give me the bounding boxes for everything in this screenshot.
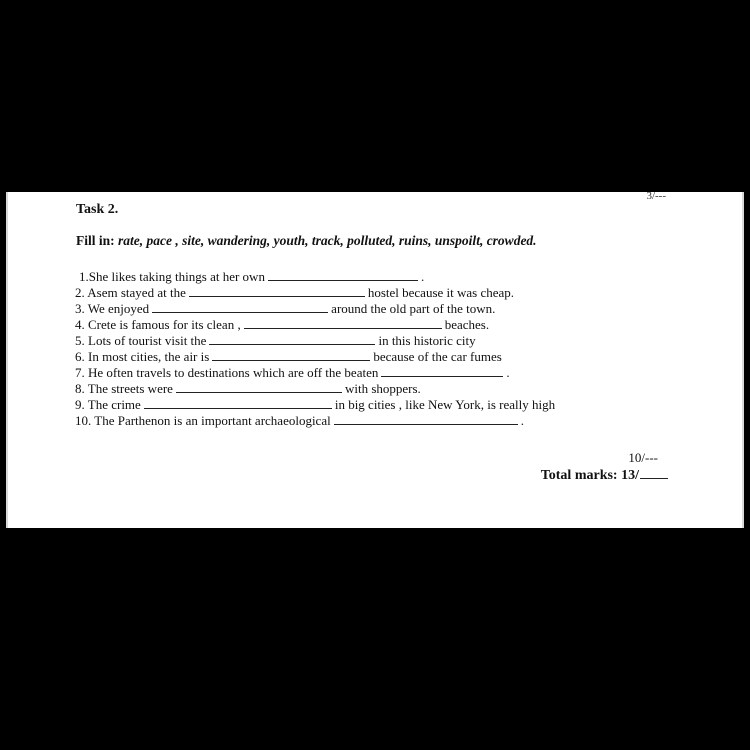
sentence-4-after: beaches. [444, 317, 490, 332]
sentence-5 [75, 333, 476, 349]
answer-blank-5[interactable] [209, 333, 375, 345]
sentence-5-after: in this historic city [378, 333, 476, 348]
sentence-2-after: hostel because it was cheap. [367, 285, 515, 300]
answer-blank-7[interactable] [381, 365, 503, 377]
sentence-1-after: . [420, 269, 425, 284]
sentence-6-before: 6. In most cities, the air is [75, 349, 210, 364]
answer-blank-8[interactable] [176, 381, 342, 393]
answer-blank-9[interactable] [144, 397, 332, 409]
sentence-8-after: with shoppers. [344, 381, 421, 396]
sentence-7 [75, 365, 510, 381]
sentence-5-before: 5. Lots of tourist visit the [75, 333, 207, 348]
sentence-1 [79, 269, 424, 285]
page-edge-right [742, 192, 744, 528]
sentence-6-after: because of the car fumes [373, 349, 502, 364]
sentence-9 [75, 397, 555, 413]
sentence-10 [75, 413, 524, 429]
sentence-8 [75, 381, 421, 397]
answer-blank-6[interactable] [212, 349, 370, 361]
answer-blank-2[interactable] [189, 285, 365, 297]
sentence-10-after: . [520, 413, 524, 428]
sentence-2-before: 2. Asem stayed at the [75, 285, 186, 300]
answer-blank-1[interactable] [268, 269, 418, 281]
answer-blank-4[interactable] [244, 317, 442, 329]
answer-blank-3[interactable] [152, 301, 328, 313]
page-edge-left [6, 192, 8, 528]
sentence-1-before: 1.She likes taking things at her own [79, 269, 265, 284]
sentence-6 [75, 349, 502, 365]
sentence-9-before: 9. The crime [75, 397, 141, 412]
sentence-4-before: 4. Crete is famous for its clean , [75, 317, 241, 332]
sentence-4 [75, 317, 489, 333]
sentence-7-before: 7. He often travels to destinations which are off the beaten [75, 365, 379, 380]
task-title: Task 2. [76, 202, 119, 217]
instruction-line [76, 233, 537, 249]
sentence-10-before: 10. The Parthenon is an important archaeological [75, 413, 331, 428]
word-bank: rate, pace , site, wandering, youth, track, polluted, ruins, unspoilt, crowded. [118, 233, 537, 248]
total-marks-blank[interactable] [640, 467, 668, 479]
total-marks-label: Total marks: 13/ [540, 468, 639, 483]
sentence-3-before: 3. We enjoyed [75, 301, 150, 316]
sentence-9-after: in big cities , like New York, is really high [334, 397, 556, 412]
page-score-mark: 3/--- [646, 190, 666, 202]
instruction-label: Fill in: [76, 233, 115, 248]
section-score: 10/--- [628, 450, 658, 465]
answer-blank-10[interactable] [334, 413, 518, 425]
total-marks [541, 467, 668, 484]
worksheet-page [6, 192, 744, 528]
sentence-2 [75, 285, 514, 301]
sentence-7-after: . [506, 365, 510, 380]
sentence-8-before: 8. The streets were [75, 381, 173, 396]
sentence-3-after: around the old part of the town. [331, 301, 496, 316]
sentence-3 [75, 301, 495, 317]
